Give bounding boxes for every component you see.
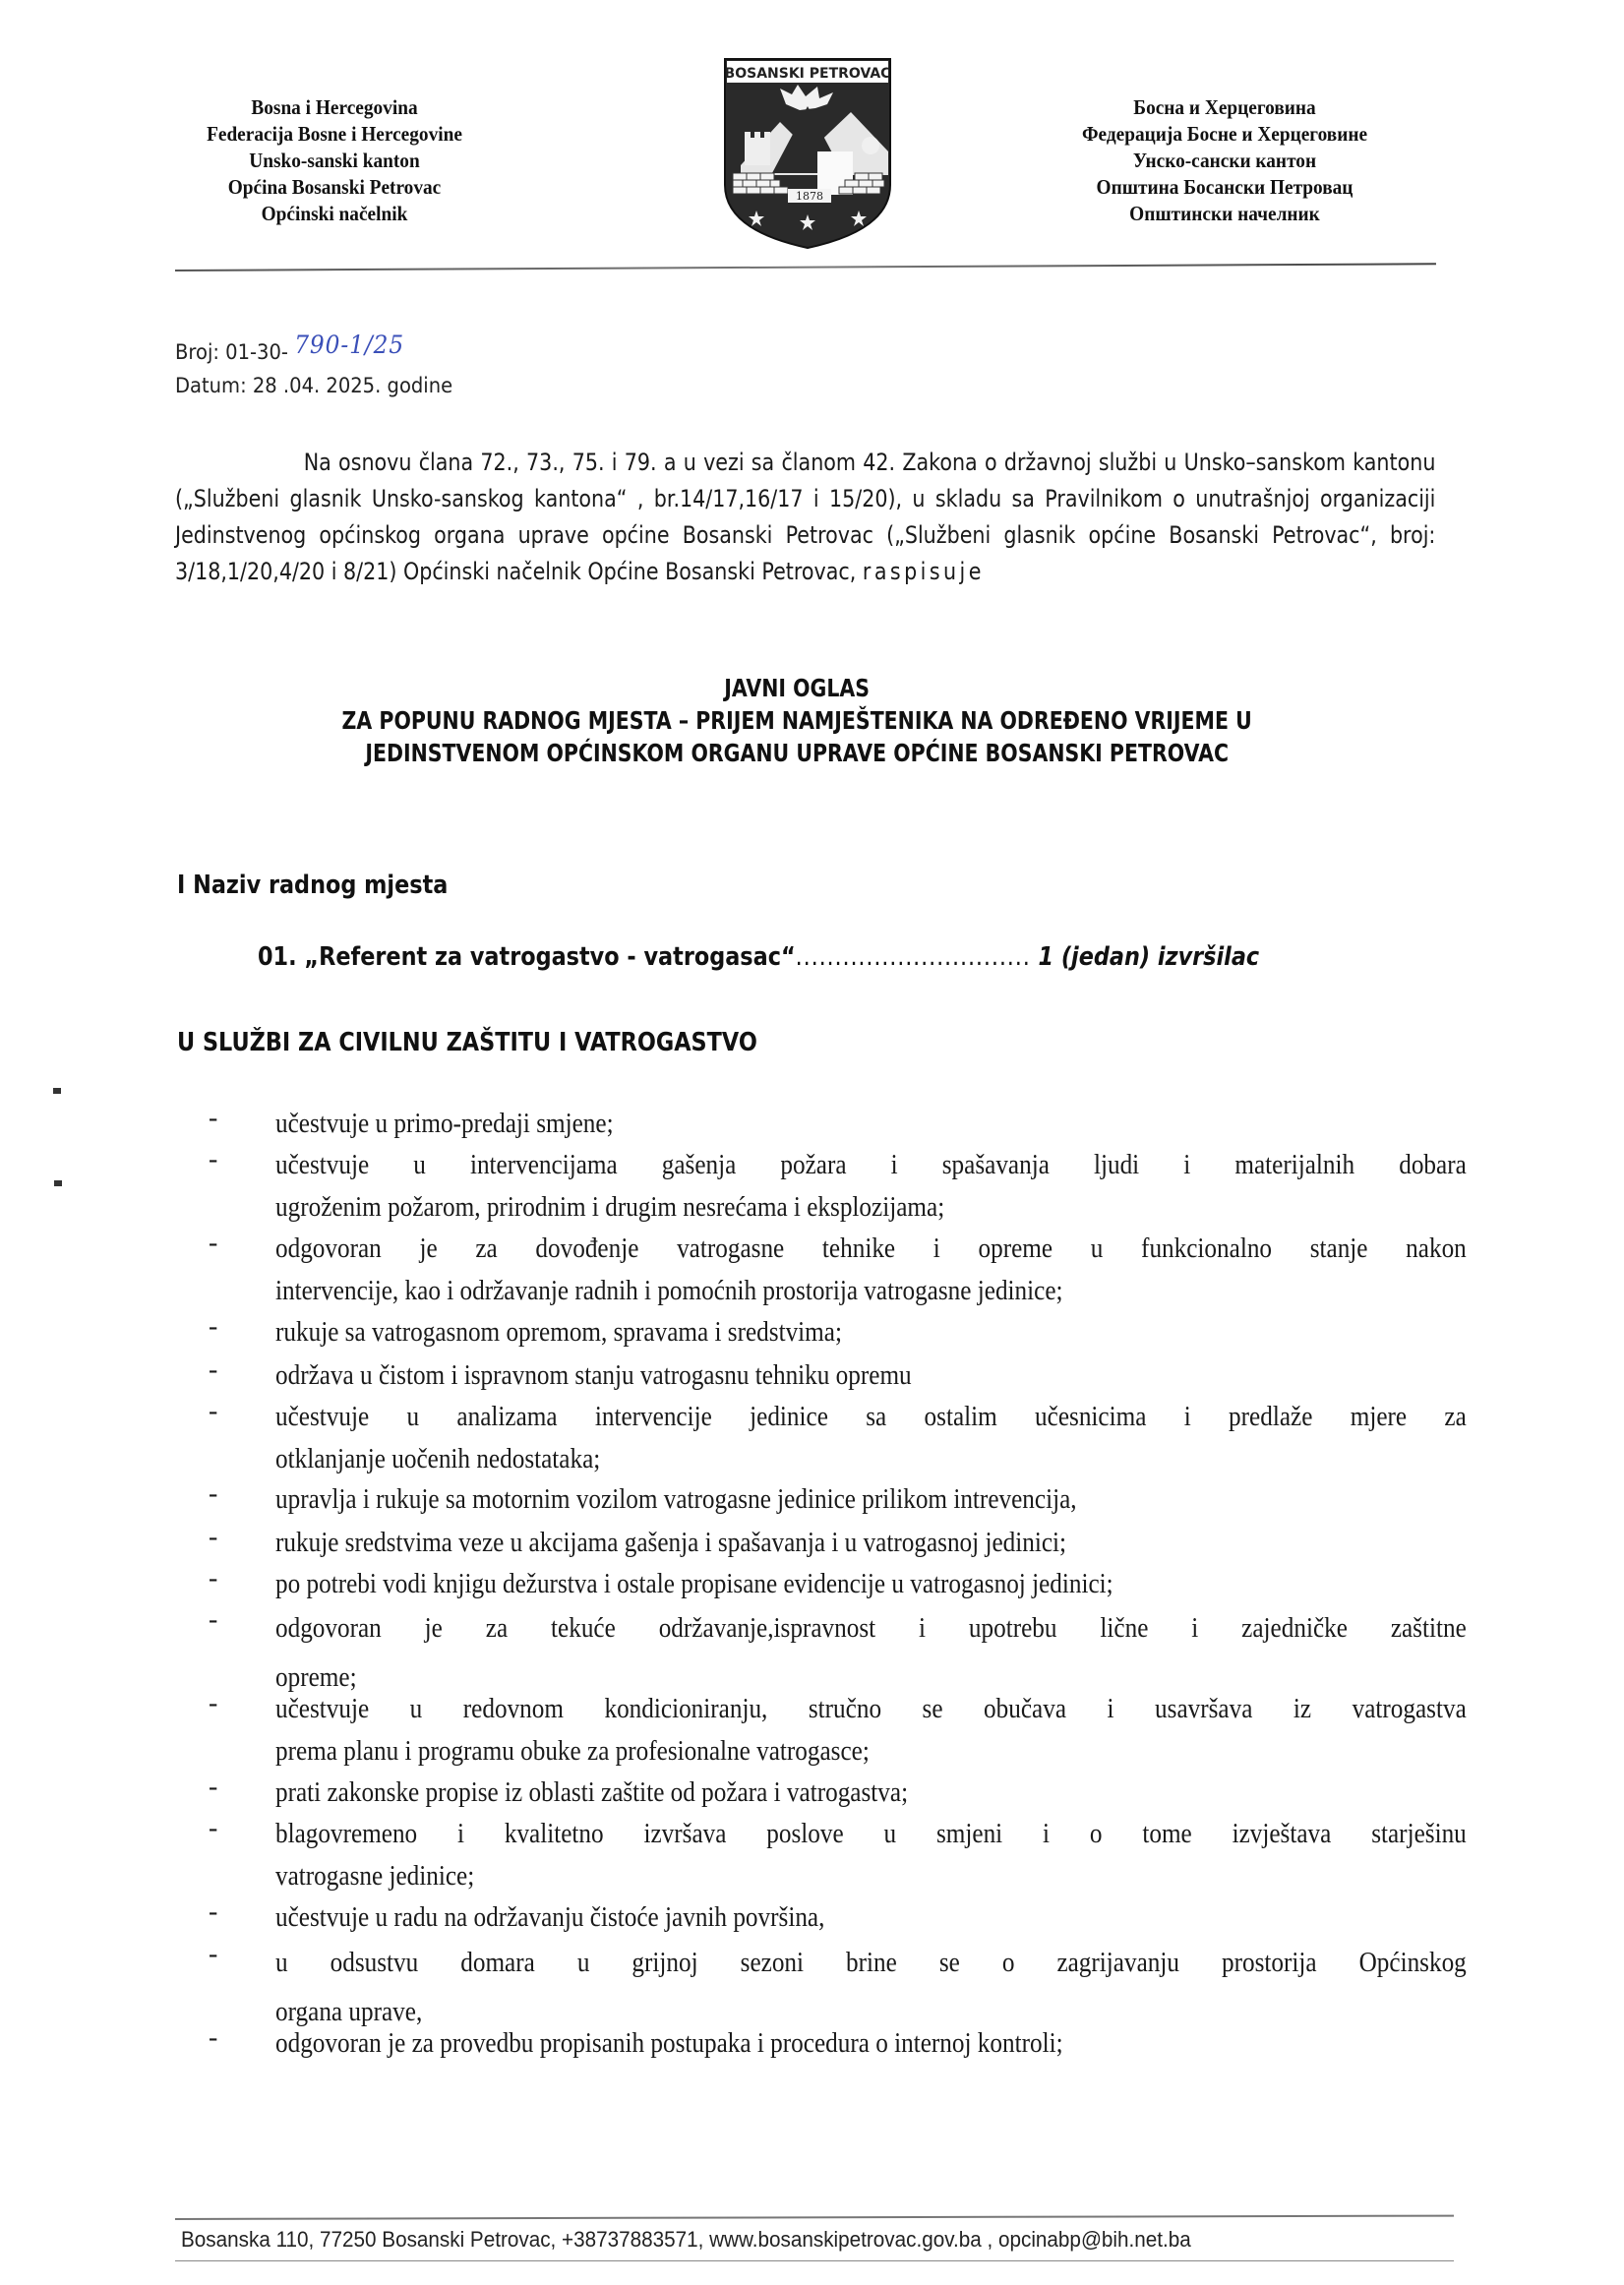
bullet-dash: - <box>209 1228 218 1258</box>
margin-mark <box>54 1180 62 1186</box>
duty-item <box>209 1688 1468 1773</box>
datum-value: 28 .04. 2025. <box>252 374 382 397</box>
header-line: Босна и Херцеговина <box>1133 95 1316 119</box>
duty-line: vatrogasne jedinice; <box>275 1861 475 1892</box>
duty-line: rukuje sredstvima veze u akcijama gašenja i spašavanja i u vatrogasnoj jedinici; <box>275 1528 1067 1558</box>
header-line: Unsko-sanski kanton <box>249 149 420 172</box>
header-right-cyrillic <box>1039 94 1410 227</box>
duty-line: intervencije, kao i održavanje radnih i pomoćnih prostorija vatrogasne jedinice; <box>275 1276 1063 1306</box>
bullet-dash: - <box>209 1604 218 1635</box>
document-title <box>157 672 1436 769</box>
bullet-dash: - <box>209 1688 218 1718</box>
duty-line: odgovoran je za provedbu propisanih postupaka i procedura o internoj kontroli; <box>275 2028 1063 2059</box>
service-heading: U SLUŽBI ZA CIVILNU ZAŠTITU I VATROGASTVO <box>177 1028 757 1057</box>
title-line-2: ZA POPUNU RADNOG MJESTA – PRIJEM NAMJEŠTENIKA NA ODREĐENO VRIJEME U <box>341 706 1252 735</box>
duty-line: prema planu i programu obuke za profesionalne vatrogasce; <box>275 1736 870 1767</box>
bullet-dash: - <box>209 1478 218 1509</box>
bullet-dash: - <box>209 1144 218 1174</box>
duty-line: u odsustvu domara u grijnoj sezoni brine se o zagrijavanju prostorija Općinskog <box>275 1948 1467 1978</box>
duty-item <box>209 1522 1468 1564</box>
crest-year: 1878 <box>796 190 823 203</box>
duty-line: rukuje sa vatrogasnom opremom, spravama i sredstvima; <box>275 1317 842 1348</box>
header-line: Federacija Bosne i Hercegovine <box>207 122 462 146</box>
duty-item <box>209 2022 1468 2065</box>
duty-item <box>209 1563 1468 1605</box>
intro-text: Na osnovu člana 72., 73., 75. i 79. a u vezi sa članom 42. Zakona o državnoj službi u Unsko–sanskom kantonu („Službeni glasnik Unsko-sanskog kantona“ , br.14/17,16/17 i 15/20), u skladu sa Pravilnikom o unutrašnjoj organizaciji Jedinstvenog općinskog organa uprave općine Bosanski Petrovac („Službeni glasnik općine Bosanski Petrovac“, broj: 3/18,1/20,4/20 i 8/21) Općinski načelnik Općine Bosanski Petrovac, <box>175 449 1436 585</box>
section-heading: I Naziv radnog mjesta <box>177 871 449 900</box>
duty-item <box>209 1354 1468 1397</box>
duty-item <box>209 1396 1468 1480</box>
duty-line: opreme; <box>275 1662 357 1693</box>
intro-paragraph <box>175 445 1435 590</box>
crest-banner-text: BOSANSKI PETROVAC <box>724 66 891 82</box>
position-line <box>258 942 1259 972</box>
footer-contact: Bosanska 110, 77250 Bosanski Petrovac, +38737883571, www.bosanskipetrovac.gov.ba , opcinabp@bih.net.ba <box>181 2227 1191 2252</box>
duty-line: učestvuje u analizama intervencije jedinice sa ostalim učesnicima i predlaže mjere za <box>275 1402 1467 1432</box>
duty-item <box>209 1772 1468 1814</box>
duty-item <box>209 1103 1468 1145</box>
bullet-dash: - <box>209 1354 218 1385</box>
reference-date <box>175 369 452 402</box>
bullet-dash: - <box>209 1939 218 1969</box>
duty-line: po potrebi vodi knjigu dežurstva i ostale propisane evidencije u vatrogasnoj jedinici; <box>275 1569 1113 1599</box>
footer-divider-bottom <box>175 2260 1454 2261</box>
position-name: „Referent za vatrogastvo - vatrogasac“ <box>304 942 796 972</box>
intro-closing: raspisuje <box>862 558 985 585</box>
header-divider <box>175 263 1436 271</box>
duty-line: prati zakonske propise iz oblasti zaštite od požara i vatrogastva; <box>275 1777 909 1808</box>
duty-item <box>209 1144 1468 1229</box>
bullet-dash: - <box>209 1396 218 1426</box>
bullet-dash: - <box>209 1103 218 1133</box>
position-count: 1 (jedan) izvršilac <box>1038 942 1260 972</box>
duty-line: održava u čistom i ispravnom stanju vatrogasnu tehniku opremu <box>275 1360 912 1391</box>
bullet-dash: - <box>209 1563 218 1593</box>
position-leader: .............................. <box>795 942 1031 972</box>
reference-number <box>175 331 452 369</box>
duty-line: učestvuje u radu na održavanju čistoće javnih površina, <box>275 1902 825 1933</box>
header-line: Općina Bosanski Petrovac <box>227 175 442 199</box>
header-line: Општина Босански Петровац <box>1096 175 1353 199</box>
title-line-1: JAVNI OGLAS <box>724 674 870 702</box>
datum-suffix: godine <box>387 374 453 397</box>
position-number: 01. <box>258 942 297 972</box>
bullet-dash: - <box>209 1772 218 1802</box>
header-line: Унско-сански кантон <box>1132 149 1317 172</box>
duty-line: odgovoran je za tekuće održavanje,ispravnost i upotrebu lične i zajedničke zaštitne <box>275 1613 1467 1644</box>
duty-item <box>209 1311 1468 1353</box>
duty-item <box>209 1478 1468 1521</box>
duty-line: odgovoran je za dovođenje vatrogasne tehnike i opreme u funkcionalno stanje nakon <box>275 1233 1467 1264</box>
reference-block <box>175 331 453 402</box>
header-left-latin <box>162 94 507 227</box>
bullet-dash: - <box>209 1813 218 1843</box>
datum-label: Datum: <box>175 374 247 397</box>
header-line: Bosna i Hercegovina <box>251 95 418 119</box>
title-line-3: JEDINSTVENOM OPĆINSKOM ORGANU UPRAVE OPĆINE BOSANSKI PETROVAC <box>365 739 1229 767</box>
duty-line: učestvuje u redovnom kondicioniranju, stručno se obučava i usavršava iz vatrogastva <box>275 1694 1467 1724</box>
handwritten-number: 790-1/25 <box>294 331 405 359</box>
duty-line: upravlja i rukuje sa motornim vozilom vatrogasne jedinice prilikom intrevencija, <box>275 1484 1077 1515</box>
duty-line: organa uprave, <box>275 1997 423 2027</box>
bullet-dash: - <box>209 1896 218 1927</box>
duty-item <box>209 1813 1468 1897</box>
header-line: Општински начелник <box>1129 202 1320 225</box>
broj-label: Broj: 01-30- <box>175 340 288 364</box>
header-line: Općinski načelnik <box>261 202 408 225</box>
coat-of-arms-icon <box>721 57 894 250</box>
duty-item <box>209 1228 1468 1312</box>
duty-line: otklanjanje uočenih nedostataka; <box>275 1444 601 1474</box>
duty-line: učestvuje u primo-predaji smjene; <box>275 1109 614 1139</box>
margin-mark <box>53 1088 61 1094</box>
duty-line: blagovremeno i kvalitetno izvršava poslove u smjeni i o tome izvještava starješinu <box>275 1819 1467 1849</box>
bullet-dash: - <box>209 1311 218 1342</box>
header-line: Федерација Босне и Херцеговине <box>1081 122 1368 146</box>
bullet-dash: - <box>209 1522 218 1552</box>
duty-line: učestvuje u intervencijama gašenja požara i spašavanja ljudi i materijalnih dobara <box>275 1150 1467 1180</box>
duty-item <box>209 1896 1468 1939</box>
bullet-dash: - <box>209 2022 218 2053</box>
footer-divider-top <box>175 2215 1454 2220</box>
duty-line: ugroženim požarom, prirodnim i drugim nesrećama i eksplozijama; <box>275 1192 945 1223</box>
